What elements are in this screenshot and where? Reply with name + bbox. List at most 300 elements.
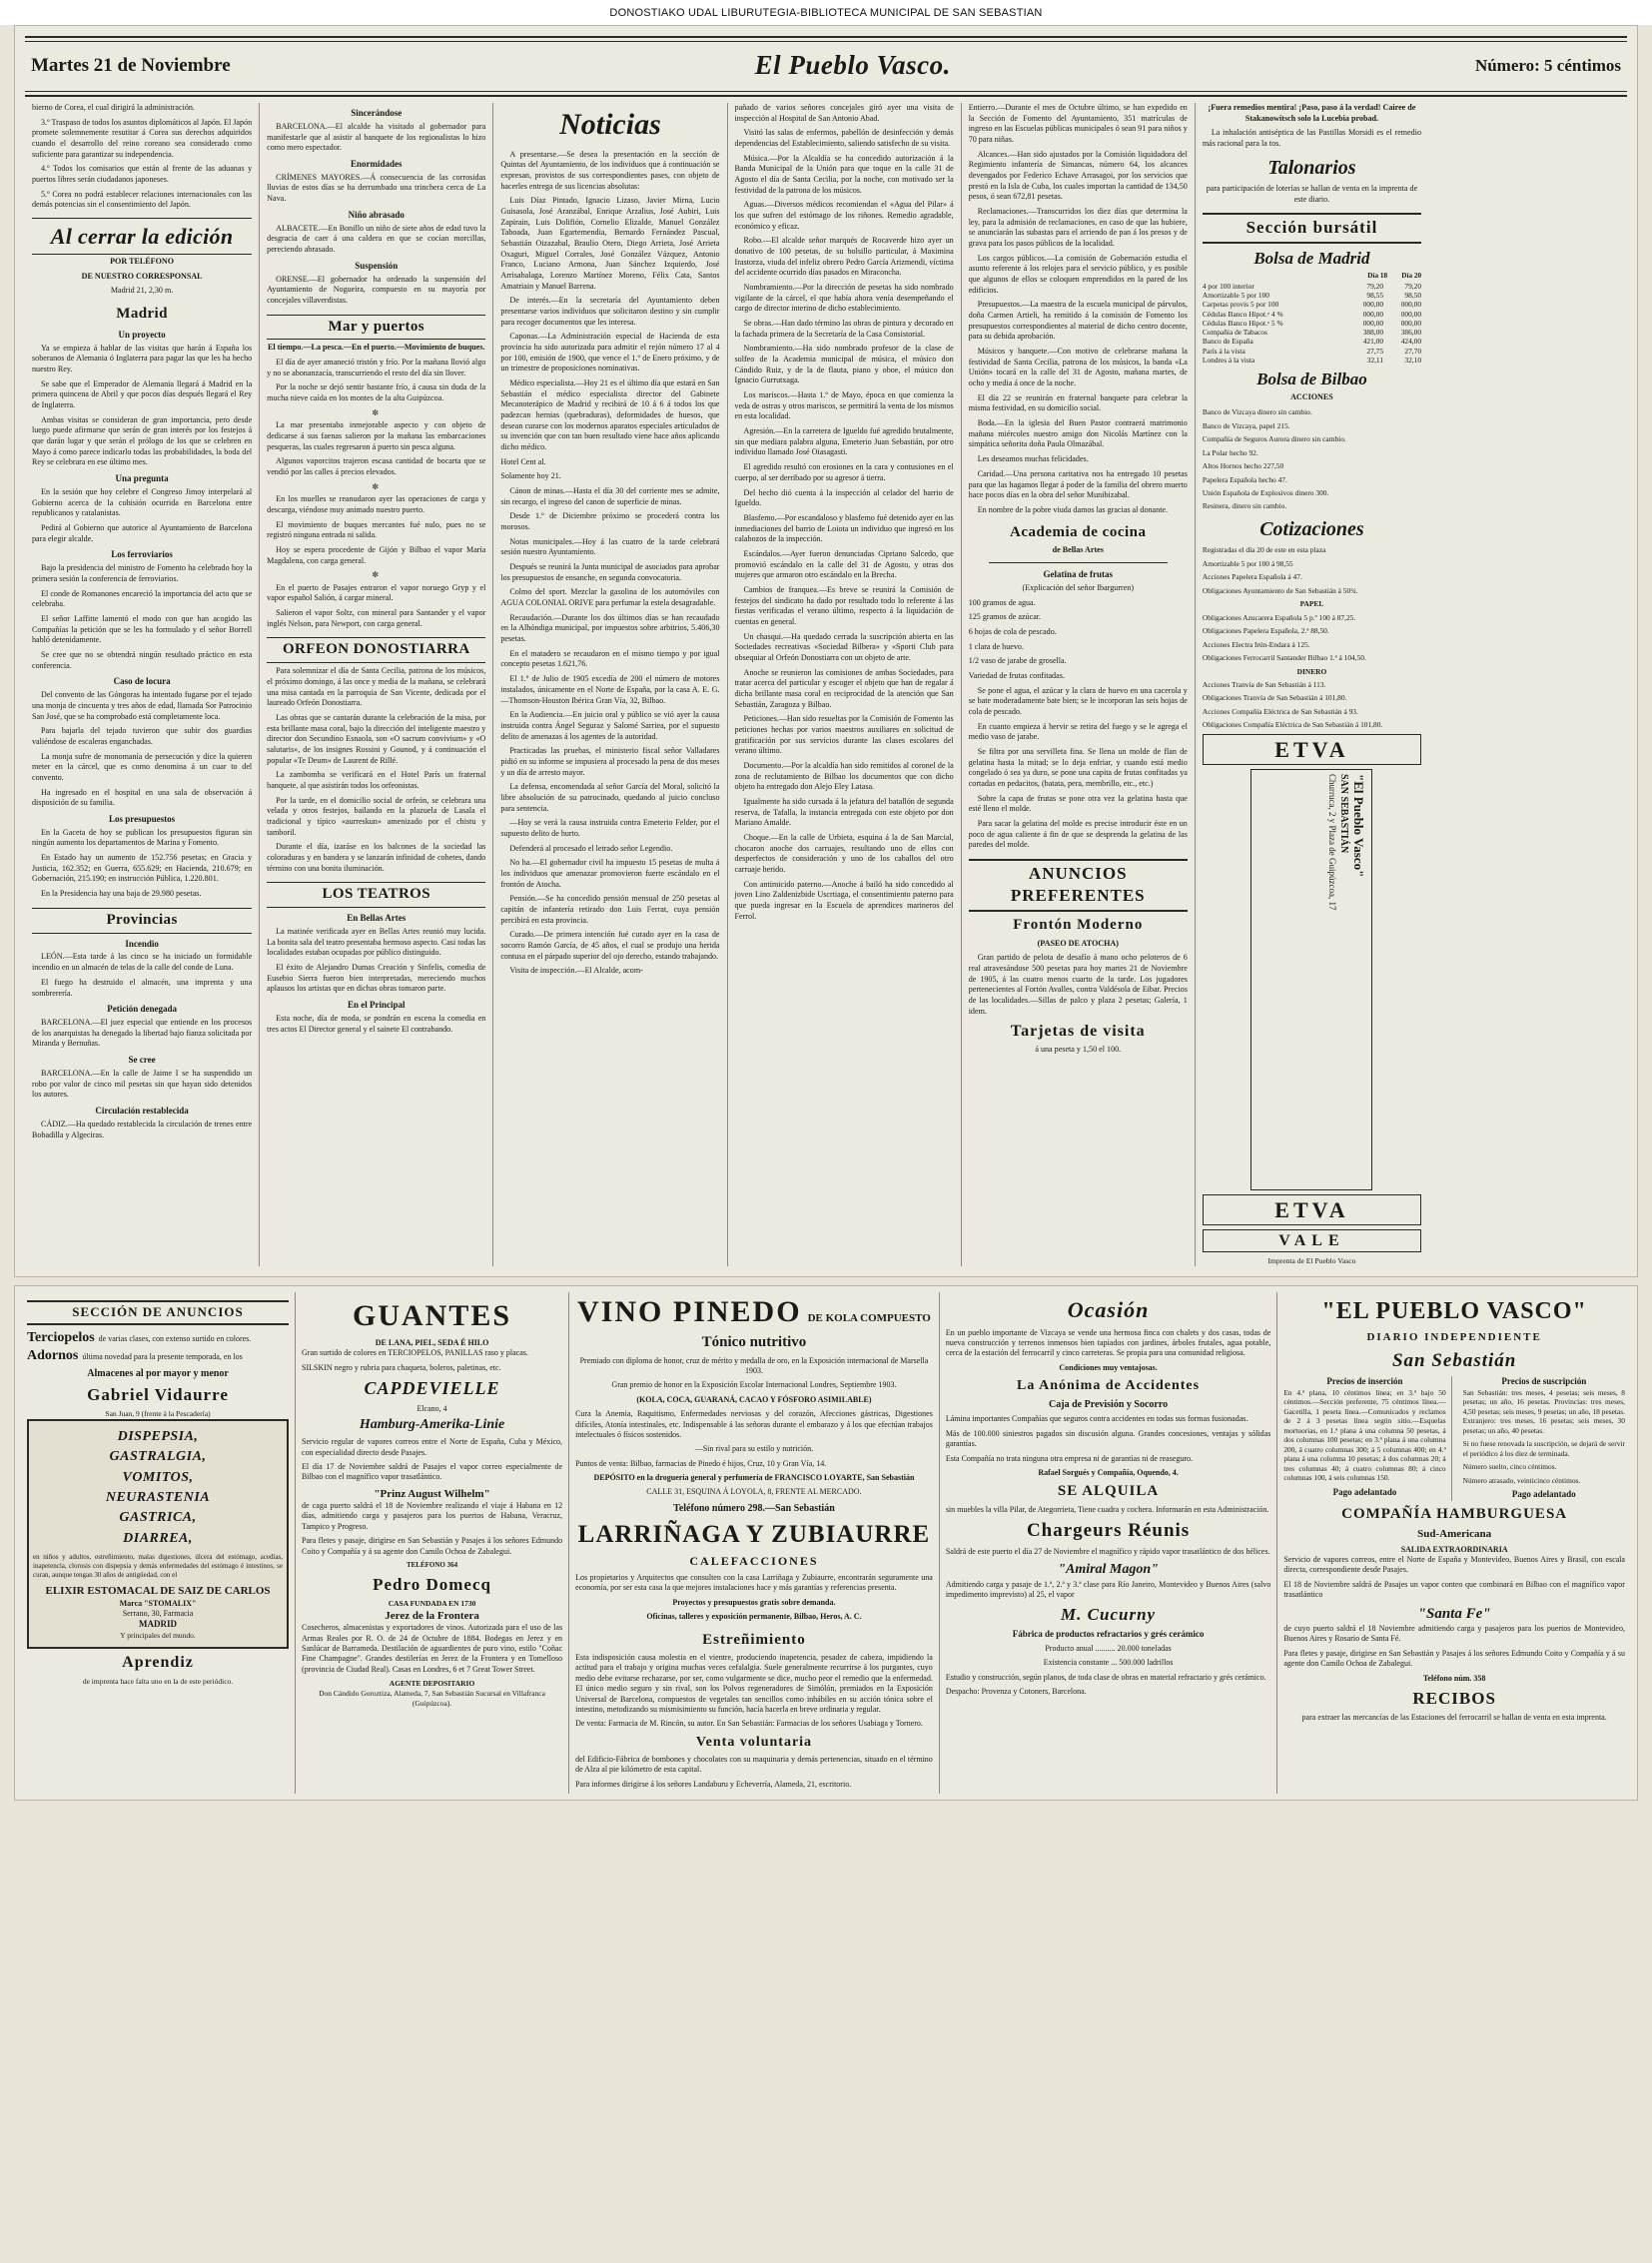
section-teatros: LOS TEATROS xyxy=(267,882,485,908)
quote: Resinera, dinero sin cambio. xyxy=(1202,501,1287,511)
bolsa-label: Carpetas provis 5 por 100 xyxy=(1202,300,1279,310)
adornos-label: Adornos xyxy=(27,1348,79,1364)
bolsa-col-head: Día 18 xyxy=(1367,272,1388,281)
paragraph: El día de ayer amaneció tristón y frío. Por la mañana llovió algo y no se abonanzacía, transcurriendo el resto del día sin llover. xyxy=(267,358,486,377)
paragraph: Nombramiento.—Ha sido nombrado profesor de la clase de solfeo de la Academia municipal de música, el músico don Cándido Ruiz, y de la de flauta, piano y oboe, el músico don Ignacio Gurrutxaga. xyxy=(734,344,954,385)
larrinaga-text: Los propietarios y Arquitectos que consulten con la casa Larriñaga y Zubiaurre, encontrarán seguramente una economía, por ser esta casa la que mejores instalaciones hace y más garantías y referencias presenta. xyxy=(575,1572,933,1593)
paragraph: La zambomba se verificará en el Hotel París un fraternal banquete, al que asistirán todos los orfeonistas. xyxy=(267,770,486,790)
ad-column-2 xyxy=(295,1292,568,1794)
deck: El tiempo.—La pesca.—En el puerto.—Movimiento de buques. xyxy=(267,343,485,353)
amiral-text: Admitiendo carga y pasaje de 1.ª, 2.ª y 3.ª clase para Río Janeiro, Montevideo y Buenos Aires (salvo impedimento imprevisto) al 25, el vapor xyxy=(945,1579,1271,1599)
main-columns xyxy=(25,103,1627,1266)
chargeurs-text: Saldrá de este puerto el día 27 de Noviembre el magnífico y rápido vapor trasatlántico de dos hélices. xyxy=(945,1546,1270,1556)
column-6 xyxy=(1195,103,1428,1266)
larrinaga-text: Proyectos y presupuestos gratis sobre demanda. xyxy=(672,1597,836,1607)
vino-depot-addr: CALLE 31, ESQUINA Á LOYOLA, 8, FRENTE AL MERCADO. xyxy=(646,1487,862,1497)
quote: Obligaciones Ayuntamiento de San Sebastián á 50¾. xyxy=(1202,585,1358,595)
paragraph: En la Presidencia hay una baja de 29.980 pesetas. xyxy=(41,889,202,899)
subhead: Suspensión xyxy=(355,260,399,271)
cucurny-sub: Fábrica de productos refractarios y grés cerámico xyxy=(1012,1629,1205,1640)
paragraph: La matinée verificada ayer en Bellas Artes reunió muy lucida. La bonita sala del teatro presentaba hermoso aspecto. Casi todas las localidades estaban ocupadas por público distinguido. xyxy=(267,927,486,958)
cucurny-title: M. Cucurny xyxy=(1061,1605,1157,1625)
bolsa-label: Compañía de Tabacos xyxy=(1202,328,1267,338)
ad-column-3 xyxy=(568,1292,939,1794)
bolsa-row xyxy=(1203,282,1421,291)
paragraph: El día 22 se reunirán en fraternal banquete para celebrar la misma festividad, en su domicilio social. xyxy=(968,392,1188,413)
quote: Acciones Papelera Española á 47. xyxy=(1202,572,1302,582)
masthead-price: Número: 5 céntimos xyxy=(1474,55,1621,75)
subhead: Caso de locura xyxy=(113,676,171,687)
paragraph: El señor Laffitte lamentó el modo con que han acogido las Compañías la petición que se les ha formulado y el señor Borrell habló detenidamente. xyxy=(32,613,253,645)
recibos-text: para extraer las mercancías de las Estaciones del ferrocarril se hallan de venta en esta imprenta. xyxy=(1301,1713,1607,1723)
paragraph: Documento.—Por la alcaldía han sido remitidos al coronel de la zona de reclutamiento de Bilbao los documentos que con dicho objeto ha entregado don Alejo Eley Latasa. xyxy=(734,760,954,792)
quote: Unión Española de Explosivos dinero 300. xyxy=(1202,487,1329,497)
bolsa-label: Londres á la vista xyxy=(1202,355,1255,365)
ingredient: 125 gramos de azúcar. xyxy=(968,612,1042,622)
paragraph: Sobre la capa de frutas se pone otra vez la gelatina hasta que esté lleno el molde. xyxy=(968,793,1188,814)
guantes-text: Gran surtido de colores en TERCIOPELOS, PANILLAS raso y placas. xyxy=(302,1348,528,1358)
bolsa-v2: 98,50 xyxy=(1404,291,1422,301)
vino-text: Premiado con diploma de honor, cruz de mérito y medalla de oro, en la Exposición internacional de Marsella 1903. xyxy=(579,1355,929,1375)
paragraph: Solamente hoy 21. xyxy=(500,471,561,481)
vale-stamp: VALE xyxy=(1203,1229,1421,1252)
quote: La Polar hecho 92. xyxy=(1202,447,1258,457)
bolsa-row xyxy=(1203,356,1421,365)
paragraph: Choque.—En la calle de Urbieta, esquina á la de San Marcial, chocaron anoche dos carruajes, resultando uno de ellos con desperfectos de consideración y uno de los caballos del otro carruaje herido. xyxy=(734,832,954,874)
quote: Acciones Tranvía de San Sebastián á 113. xyxy=(1202,679,1326,689)
paragraph: Igualmente ha sido cursada á la jefatura del batallón de segunda reserva, de Tafalla, la instancia entregada con este objeto por don Mariano Amalde. xyxy=(734,796,954,828)
guantes-text: SILSKIN negro y rubria para chaqueta, boleros, paletinas, etc. xyxy=(302,1362,501,1372)
back-copy-price: Número atrasado, veinticinco céntimos. xyxy=(1462,1475,1581,1485)
vidaurre-address: San Juan, 9 (frente á la Pescadería) xyxy=(105,1409,211,1419)
elixir-name: ELIXIR ESTOMACAL DE SAIZ DE CARLOS xyxy=(45,1585,271,1598)
paragraph: En nombre de la pobre viuda damos las gracias al donante. xyxy=(977,504,1169,514)
bolsa-label: Cédulas Banco Hipot.ᵒ 5 % xyxy=(1202,318,1283,328)
subscription-note: Si no fuese renovada la suscripción, se dejará de servir el periódico á los diez de terminada. xyxy=(1462,1439,1625,1458)
bolsa-madrid-header xyxy=(1203,272,1421,282)
paragraph: Hoy se espera procedente de Gijón y Bilbao el vapor María Magdalena, con carga general. xyxy=(267,544,486,565)
subhead: Circulación restablecida xyxy=(95,1105,189,1116)
anonima-text: Más de 100.000 siniestros pagados sin discusión alguna. Grandes concesiones, ventajas y sólidas garantías. xyxy=(945,1428,1271,1449)
two-ads-row xyxy=(575,1627,933,1795)
paragraph: Escándalos.—Ayer fueron denunciadas Cipriano Salcedo, que promovió escándalo en la calle del 31 de Agosto, y otras dos mujeres que armaron otro escándalo en la Brecha. xyxy=(734,548,954,580)
paragraph: BARCELONA.—El alcalde ha visitado al gobernador para manifestarle que al asistir al banquete de los regionalistas lo hizo como mero espectador. xyxy=(267,121,486,153)
hamburg-text: Para fletes y pasaje, dirigirse en San Sebastián y Pasajes á los señores Edmundo Coito y Compañía y á su agente don Camilo Ochoa de Zabalegui. xyxy=(302,1536,563,1556)
paragraph: Caridad.—Una persona caritativa nos ha entregado 10 pesetas para que las hagamos llegar á poder de la familia del obrero muerto hace pocos días en la obra del señor Munibizabal. xyxy=(968,468,1188,500)
bolsa-label: París á la vista xyxy=(1202,346,1245,356)
paragraph: A presentarse.—Se desea la presentación en la sección de Quintas del Ayuntamiento, de los individuos que á continuación se expresan, provistos de sus correspondientes pases, con objeto de hacerles entrega de sus licencias absolutas: xyxy=(500,149,720,191)
quote: Obligaciones Ferrocarril Santander Bilbao 1.ª á 104,50. xyxy=(1202,653,1366,663)
paragraph: En el matadero se recaudaron en el mismo tiempo y por igual concepto pesetas 1.621,76. xyxy=(500,648,720,669)
section-mar-y-puertos: Mar y puertos xyxy=(267,315,485,341)
guantes-ad-sub: DE LANA, PIEL, SEDA É HILO xyxy=(375,1338,489,1348)
marca: Marca "STOMALIX" xyxy=(119,1598,197,1608)
subscription-rates xyxy=(1458,1376,1625,1501)
section-madrid: Madrid xyxy=(116,306,168,323)
ailment: DIARREA, xyxy=(123,1530,193,1546)
domecq-agente-label: AGENTE DEPOSITARIO xyxy=(389,1679,475,1689)
masthead-ad-title: "EL PUEBLO VASCO" xyxy=(1321,1298,1587,1325)
paragraph: Del convento de las Góngoras ha intentado fugarse por el tejado una monja de cincuenta y tres años de edad, llamada Sor Patrocinio San José, que se ha comprobado está completamente loca. xyxy=(32,690,253,721)
alquila-title: SE ALQUILA xyxy=(1057,1483,1160,1500)
vertical-ad-inner xyxy=(1251,770,1371,1189)
aprendiz-ad-text: de imprenta hace falta uno en la de este periódico. xyxy=(82,1676,234,1686)
paragraph: Anoche se reunieron las comisiones de ambas Sociedades, para tratar acerca del particular y escoger el objeto que han de regalar á dicha brillante masa coral en reciprocidad de la atención que San Sebastián, Zaragoza y Bilbao. xyxy=(734,667,954,709)
paragraph: Robo.—El alcalde señor marqués de Rocaverde hizo ayer un donativo de 100 pesetas, de su bolsillo particular, á Maximina Irastorza, viuda del infeliz obrero Pedro García Arizmendi, víctima del accidente ocurrido días pasados en Miraconcha. xyxy=(734,236,954,278)
academia-subtitle: de Bellas Artes xyxy=(1052,545,1104,555)
quote: Registradas el día 20 de este en esta plaza xyxy=(1202,545,1326,555)
paragraph: Por la tarde, en el domicilio social de orfeón, se celebrara una velada y otros festejos, bailando en la plazuela de Lasala el tradicional y típico «aurreskun» amenizado por el chistu y tamboril. xyxy=(267,795,486,837)
paragraph: En la Audiencia.—En juicio oral y público se vió ayer la causa instruida contra Ángel Seguraz y Salomé Sarriea, por el supuesto delito de amenazas á los agentes de la autoridad. xyxy=(500,710,720,741)
larrinaga-address: Oficinas, talleres y exposición permanente, Bilbao, Heros, A. C. xyxy=(646,1612,862,1622)
paragraph: El movimiento de buques mercantes fué nulo, pues no se registró ninguna entrada ni salida. xyxy=(267,519,486,540)
column-3 xyxy=(492,103,726,1266)
bolsa-v1: 000,00 xyxy=(1362,309,1384,319)
paragraph: Algunos vaporcitos trajeron escasa cantidad de bocarta que se vendió por las calles á precios elevados. xyxy=(267,456,486,476)
paragraph: Presupuestos.—La maestra de la escuela municipal de párvulos, doña Carmen Artieli, ha remitido á la comisión de Fomento los presupuestos correspondientes al material de dicho centro docente, para su debida aprobación. xyxy=(968,300,1188,342)
single-copy-price: Número suelto, cinco céntimos. xyxy=(1462,1462,1557,1472)
paragraph: Médico especialista.—Hoy 21 es el último día que estará en San Sebastián el médico especialista director del Gabinete Mecanoterápico de Madrid y recibirá de 10 á 6 á todos los que padezcan hernias (quebraduras), deformidades de huesos, que desean curarse con los modernos aparatos especiales articulados de su invención que con tan buen resultado viene hace años aplicando dicho médico. xyxy=(500,378,720,452)
insertion-rates xyxy=(1283,1376,1451,1501)
tarjetas-ad-text: á una peseta y 1,50 el 100. xyxy=(1035,1045,1122,1055)
bolsa-v1: 79,20 xyxy=(1366,281,1384,291)
paragraph: El éxito de Alejandro Dumas Creación y Sinfelis, comedia de Eusebio Sierra fueron bien interpretadas, mereciendo muchos aplausos los artistas que en dichas obras tomaron parte. xyxy=(267,963,486,994)
santafe-text2: Para fletes y pasaje, dirigirse en San Sebastián y Pasajes á los señores Edmundo Coito y Compañía y á su agente don Camilo Ochoa de Zabalegui. xyxy=(1283,1648,1625,1669)
paragraph: Las obras que se cantarán durante la celebración de la misa, por esta brillante masa coral, bajo la dirección del inteligente maestro y director don Secundino Esnaola, son «O sacrum convivium» y «O salutaris», de los insignes Rossini y Gounod, y á continuación el popular «Te Deum» de Laurent de Rillé. xyxy=(267,712,486,765)
paragraph: Los mariscos.—Hasta 1.º de Mayo, época en que comienza la veda de ostras y otros mariscos, se permitirá la venta de los mismos en esta localidad. xyxy=(734,390,954,421)
newspaper-sheet xyxy=(14,25,1638,1277)
ship-name: "Prinz August Wilhelm" xyxy=(374,1487,490,1500)
fronton-ad-title: Frontón Moderno xyxy=(1013,916,1144,933)
hamburg-text: Servicio regular de vapores correos entre el Norte de España, Cuba y México, con especialidad directo desde Pasajes. xyxy=(302,1437,563,1457)
bolsa-v2: 32,10 xyxy=(1404,355,1422,365)
paragraph: Después se reunirá la Junta municipal de asociados para aprobar los presupuestos de ensanche, en segunda convocatoria. xyxy=(500,562,720,582)
paragraph: Reclamaciones.—Transcurridos los diez días que determina la ley, para la admisión de reclamaciones, en caso de que las hubiere, se anunciarán las subastas para el arriendo de pan á los presos y de grava para los pasos públicos de la localidad. xyxy=(968,207,1188,249)
estrenimiento-text2: De venta: Farmacia de M. Rincón, su autor. En San Sebastián: Farmacias de los señores Usabiaga y Tornero. xyxy=(575,1719,923,1729)
paragraph: En los muelles se reanudaron ayer las operaciones de carga y descarga, viéndose muy animado nuestro puerto. xyxy=(267,494,486,514)
subhead: Sincerándose xyxy=(351,108,403,118)
bolsa-madrid-title: Bolsa de Madrid xyxy=(1253,248,1370,268)
subhead: En Bellas Artes xyxy=(347,913,407,924)
paragraph: CRÍMENES MAYORES.—Á consecuencia de las corrosidas lluvias de estos días se ha derrumbado una trinchera cerca de La Nava. xyxy=(267,172,486,204)
ailment: VOMITOS, xyxy=(122,1469,194,1485)
section-anuncios-title: SECCIÓN DE ANUNCIOS xyxy=(27,1300,289,1325)
anonima-text: Lámina importantes Compañías que seguros contra accidentes en todas sus formas fusionadas. xyxy=(945,1414,1248,1424)
paragraph: 4.º Todos los comisarios que están al frente de las aduanas y puertos libres serán ciudadanos japoneses. xyxy=(32,164,253,185)
ingredient: 1/2 vaso de jarabe de grosella. xyxy=(968,656,1067,666)
quote: Obligaciones Papelera Española, 2.ª 88,50. xyxy=(1202,626,1329,636)
domecq-brand: Pedro Domecq xyxy=(373,1575,491,1595)
quote: Obligaciones Azucarera Española 5 p.º 100 á 87,25. xyxy=(1202,612,1356,622)
aprendiz-ad-title: Aprendiz xyxy=(122,1653,194,1671)
capdevielle-brand: CAPDEVIELLE xyxy=(364,1378,500,1399)
paragraph: Músicos y banquete.—Con motivo de celebrarse mañana la festividad de Santa Cecilia, patrona de los músicos, la banda «La Unión» tocará en la calle del 31 de Agosto, mañana martes, de ocho y media á once de la noche. xyxy=(968,347,1188,388)
cucurny-fig: Existencia constante ... 500.000 ladrillos xyxy=(1043,1658,1174,1668)
principales: Y principales del mundo. xyxy=(120,1630,196,1640)
paragraph: Defenderá al procesado el letrado señor Legendio. xyxy=(509,843,673,853)
bolsa-v1: 388,00 xyxy=(1362,328,1384,338)
bolsa-v2: 000,00 xyxy=(1400,300,1422,310)
cucurny-address: Despacho: Provenza y Cotoners, Barcelona. xyxy=(945,1687,1087,1697)
quote: Acciones Electra Irún-Endara á 125. xyxy=(1202,639,1310,649)
paragraph: En el puerto de Pasajes entraron el vapor noruego Gryp y el vapor español Salión, á cargar mineral. xyxy=(267,582,486,603)
adornos-text: última novedad para la presente temporada, en los xyxy=(82,1352,243,1362)
section-orfeon: ORFEON DONOSTIARRA xyxy=(267,637,485,663)
quote: Amortizable 5 por 100 á 98,55 xyxy=(1202,558,1293,568)
vino-depot: DEPÓSITO en la droguería general y perfumería de FRANCISCO LOYARTE, San Sebastián xyxy=(593,1473,915,1483)
paragraph: Pedirá al Gobierno que autorice al Ayuntamiento de Barcelona para elegir alcalde. xyxy=(32,523,253,543)
paragraph: Visitó las salas de enfermos, pabellón de desinfección y demás dependencias del Establecimiento, saliendo satisfecho de su visita. xyxy=(734,128,954,149)
recipe-title: Gelatina de frutas xyxy=(1043,568,1114,579)
venta-text: del Edificio-Fábrica de bombones y chocolates con su maquinaria y demás pertenencias, situado en el término de Alza al pie kilómetro de esta capital. xyxy=(575,1754,933,1775)
byline: POR TELÉFONO xyxy=(110,257,175,267)
bolsa-v2: 424,00 xyxy=(1400,337,1422,347)
paragraph: CÁDIZ.—Ha quedado restablecida la circulación de trenes entre Bobadilla y Algeciras. xyxy=(32,1119,253,1139)
paragraph: Entierro.—Durante el mes de Octubre último, se han expedido en la Sección de Fomento del Ayuntamiento, 351 matrículas de ingreso en las Escuelas públicas municipales ó sean 91 para niños y 70 para niñas. xyxy=(968,103,1188,145)
subhead: Petición denegada xyxy=(107,1004,177,1015)
quote: Banco de Vizcaya, papel 215. xyxy=(1202,420,1290,430)
byline-time: Madrid 21, 2,30 m. xyxy=(110,286,174,296)
headline-cierre-edicion: Al cerrar la edición xyxy=(32,218,252,255)
guantes-ad-title: GUANTES xyxy=(353,1299,512,1333)
vertical-ad-title: "El Pueblo Vasco" xyxy=(1351,773,1367,878)
estrenimiento-ad xyxy=(575,1627,933,1795)
paragraph: Agresión.—En la carretera de Igueldo fué agredido brutalmente, sin que mediara palabra alguna, Emeterio Juan Sebastián, por otro individuo llamado José Oiasagasti. xyxy=(734,426,954,457)
paragraph: BARCELONA.—El juez especial que entiende en los procesos de los anarquistas ha denegado la libertad bajo fianza solicitada por Miranda y Bernuñas. xyxy=(32,1018,253,1049)
paragraph: Música.—Por la Alcaldía se ha concedido autorización á la Banda Municipal de la Unión para que toque en la calle 31 de Agosto el día de Santa Cecilia, por la noche, con motivado ser la festividad de la patrona de los músicos. xyxy=(734,153,954,195)
talonarios-ad-text: para participación de loterías se hallan de venta en la imprenta de este diario. xyxy=(1206,184,1418,204)
capdevielle-address: Elcano, 4 xyxy=(416,1403,447,1413)
bolsa-v1: 000,00 xyxy=(1362,318,1384,328)
paragraph: Luis Díaz Pintado, Ignacio Lizaso, Javier Mirna, Lucio Guisasola, José Aranzábal, Enrique Arzalius, José Aubiri, Luis Zapirain, Luis Dolifión, Cornelio Elizalde, Manuel González Taboada, Juan Egartemendia, Bernardo Fernández Pascual, Sebastián Oizazabal, Braulio Otero, Diego Arrieta, José Arrieta Oxaguri, Miguel Corrales, José González Vázquez, Antonio Franco, Luciano Armona, Juan Sánchez Izquierdo, José Arrisabalaga, Lorenzo Martínez Moreno, Félix Cata, Santos Amatriain y Manuel Barrena. xyxy=(500,196,720,291)
paragraph: Aguas.—Diversos médicos recomiendan el «Agua del Pilar» á los que sufren del estómago de los riñones. Remedio agradable, económico y eficaz. xyxy=(734,200,954,231)
paragraph: Se filtra por una servilleta fina. Se llena un molde de flan de gelatina hasta la mitad; se lo deja enfriar, y cuando está medio congelado ó sea ya duro, se pone una capita de frutas confitadas ya cortadas en pedacitos, (batata, pera, membrillo, etc., etc.) xyxy=(968,746,1188,788)
paragraph: Ha ingresado en el hospital en una sala de observación á disposición de su familia. xyxy=(32,787,253,808)
bolsa-label: Amortizable 5 por 100 xyxy=(1202,291,1269,301)
paragraph: No ha.—El gobernador civil ha impuesto 15 pesetas de multa á los individuos que amenazar promovieron fuerte escándalo en el frontón de Atocha. xyxy=(500,858,720,889)
paragraph: bierno de Corea, el cual dirigirá la administración. xyxy=(32,103,195,112)
paragraph: Se obras.—Han dado término las obras de pintura y decorado en la fachada primera de la Secretaría de la Casa Consistorial. xyxy=(734,319,954,339)
paragraph: Ya se empieza á hablar de las visitas que harán á España los soberanos de Alemania ó Inglaterra para pagar las que les ha hecho nuestro Rey. xyxy=(32,343,253,375)
paragraph: La monja sufre de monomanía de persecución y dice la quieren meter en la cárcel, que es como denomina á un cuar to del convento. xyxy=(32,751,253,782)
paragraph: 3.º Traspaso de todos los asuntos diplomáticos al Japón. El Japón promete solemnemente resutitar á Corea sus derechos adquiridos cuando el desarrollo del reino coreano sea considerado como suficiente para garantizar su independencia. xyxy=(32,117,253,159)
bolsa-label: 4 por 100 interior xyxy=(1202,281,1254,291)
bolsa-v2: 79,20 xyxy=(1404,281,1422,291)
ingredient: Variedad de frutas confitadas. xyxy=(968,670,1065,680)
vertical-ad-box xyxy=(1250,769,1372,1190)
paragraph: El fuego ha destruido el almacén, una imprenta y una sombrerería. xyxy=(32,977,253,998)
vino-pinedo-tagline: Tónico nutritivo xyxy=(701,1334,807,1351)
cot-papel-head: PAPEL xyxy=(1299,599,1324,609)
estrenimiento-title: Estreñimiento xyxy=(702,1631,806,1648)
alquila-text: sin muebles la villa Pilar, de Ategorrieta, Tiene cuadra y cochera. Informarán en esta Administración. xyxy=(945,1504,1269,1514)
ailment: GASTRICA, xyxy=(119,1510,197,1526)
ailment: GASTRALGIA, xyxy=(109,1449,207,1465)
amiral-ship-name: "Amiral Magon" xyxy=(1058,1562,1159,1578)
paragraph: La defensa, encomendada al señor García del Moral, solicitó la libre absolución de su patrocinado, quedando al juicio concluso para sentencia. xyxy=(500,782,720,813)
ornament-divider: ✼ xyxy=(372,407,382,417)
paragraph: De interés.—En la secretaría del Ayuntamiento deben presentarse varios individuos que solicitaron destino y sin cumplir para recoger documentos que les interesa. xyxy=(500,296,720,327)
advertising-section xyxy=(14,1285,1638,1801)
venta-text2: Para informes dirigirse á los señores Landaburu y Echeverría, Alameda, 21, escritorio. xyxy=(575,1779,852,1789)
subhead: Se cree xyxy=(128,1055,156,1066)
paragraph: En cuanto empieza á hervir se retira del fuego y se le agrega el medio vaso de jarabe. xyxy=(968,721,1188,742)
ailment: NEURASTENIA xyxy=(105,1490,211,1506)
santafe-text: de cuyo puerto saldrá el 18 Noviembre admitiendo carga y pasajeros para los puertos de Montevideo, Buenos Aires y Rosario de Santa Fé. xyxy=(1283,1624,1625,1644)
larrinaga-sub: CALEFACCIONES xyxy=(689,1554,819,1569)
subhead: Un proyecto xyxy=(118,329,166,340)
ocasion-text: En un pueblo importante de Vizcaya se vende una hermosa finca con chalets y dos casas, todas de nueva construcción y terrenos inmensos bien tapiados con jardines, árboles frutales, agua potable, cerca de la estación del ferrocarril y cinco carreteras. Se propia para una comunidad religiosa. xyxy=(945,1327,1271,1358)
vertical-ad-address: Churruca, 2 y Plaza de Guipúzcoa, 17 xyxy=(1327,773,1338,911)
masthead-ad-sub: DIARIO INDEPENDIENTE xyxy=(1366,1331,1542,1344)
paragraph: 5.º Corea no podrá establecer relaciones internacionales con las demás potencias sin el consentimiento del Japón. xyxy=(32,189,253,210)
quote: Papelera Española hecho 47. xyxy=(1202,474,1287,484)
vertical-ad-sub: SAN SEBASTIÁN xyxy=(1338,773,1350,854)
hamburg-text: El día 17 de Noviembre saldrá de Pasajes el vapor correo especialmente de Bilbao con el magnífico vapor trasatlántico. xyxy=(302,1461,563,1482)
paragraph: Nombramiento.—Por la dirección de pesetas ha sido nombrado vigilante de la cárcel, el que había ahora venía desempeñando el cargo de director interino de dicho establecimiento. xyxy=(734,283,954,314)
anonima-text: Esta Compañía no trata ninguna otra empresa ni de garantías ni de reaseguro. xyxy=(945,1453,1194,1463)
paragraph: Para solemnizar el día de Santa Cecilia, patrona de los músicos, el próximo domingo, á las once y media de la mañana, se celebrará una misa cantada en la parroquia de San Vicente, dedicada por el laureado Orfeón Donostiarra. xyxy=(267,666,486,708)
paragraph: Los cargos públicos.—La comisión de Gobernación estudia el asunto referente á los relojes para el servicio público, y es posible que algunos de ellos se coloquen emprendidos en la pared de los edificios. xyxy=(968,253,1188,295)
bolsa-row xyxy=(1203,328,1421,337)
quote: Banco de Vizcaya dinero sin cambio. xyxy=(1202,407,1312,417)
ocasion-text2: Condiciones muy ventajosas. xyxy=(1059,1362,1158,1372)
ingredient: 6 hojas de cola de pescado. xyxy=(968,626,1057,636)
subhead: En el Principal xyxy=(348,1000,406,1011)
paragraph: BARCELONA.—En la calle de Jaime I se ha suspendido un robo por valor de cinco mil pesetas sin que hayan sido detenidos los autores. xyxy=(32,1068,253,1100)
paragraph: Visita de inspección.—El Alcalde, acom- xyxy=(509,966,643,976)
santafe-phone: Teléfono núm. 358 xyxy=(1422,1673,1486,1683)
bolsa-row xyxy=(1203,337,1421,346)
domecq-agente-name: Don Cándido Goroztiza, Alameda, 7, San Sebastián Sucursal en Villafranca (Guipúzcoa). xyxy=(319,1688,545,1708)
vino-phone: Teléfono número 298.—San Sebastián xyxy=(673,1502,835,1514)
masthead-title: El Pueblo Vasco. xyxy=(754,50,951,80)
anonima-agent: Rafael Sorgués y Compañía, Oquendo, 4. xyxy=(1038,1467,1179,1477)
pago-adelantado-1: Pago adelantado xyxy=(1332,1486,1397,1497)
paragraph: Alcances.—Han sido ajustados por la Comisión liquidadora del Regimiento infantería de Simancas, número 64, los alcances devengados por Federico Echave Arrasagoi, por los servicios que prestó en la Isla de Cuba, los cuales importan la cantidad de 134,50 pesos, ó sean 672,81 pesetas. xyxy=(968,149,1188,202)
paragraph: Por la noche se dejó sentir bastante frío, á causa sin duda de la mucha nieve caída en los montes de la alta Guipúzcoa. xyxy=(267,382,486,403)
santafe-ship-name: "Santa Fe" xyxy=(1417,1605,1491,1622)
paragraph: ORENSE.—El gobernador ha ordenado la suspensión del Ayuntamiento de Nogueira, compuesto en su mayoría por concejales villaverdistas. xyxy=(267,274,486,305)
paragraph: ¡Fuera remedios mentira! ¡Paso, paso á la verdad! Cairee de Stakanowitsch solo la Lucebia probad. xyxy=(1208,103,1416,123)
domecq-founded: CASA FUNDADA EN 1730 xyxy=(388,1599,476,1609)
paragraph: Un chasqui.—Ha quedado cerrada la suscripción abierta en las Sociedades recreativas «Sociedad Bilbera» y «Sporti Club para obsequiar al Orfeón Donostiarra con un objeto de arte. xyxy=(734,631,954,662)
terciopelos-text: de varias clases, con extenso surtido en colores. xyxy=(98,1333,252,1343)
bolsa-row xyxy=(1203,291,1421,300)
quote: Obligaciones Tranvía de San Sebastián á 101,80. xyxy=(1202,693,1347,703)
paragraph: Cambios de franquea.—Es breve se reunirá la Comisión de festejos del sindicato ha dado por resultado todo lo referente á las fiestas verificadas el verano último, respecto á la liquidación de cuentas en general. xyxy=(734,584,954,626)
bolsa-row xyxy=(1203,347,1421,356)
bolsa-v1: 421,00 xyxy=(1362,337,1384,347)
subhead: Una pregunta xyxy=(115,473,169,484)
bolsa-v2: 000,00 xyxy=(1400,318,1422,328)
column-2 xyxy=(259,103,492,1266)
subhead: Incendio xyxy=(125,938,159,949)
hamburg-phone: TELÉFONO 364 xyxy=(406,1561,458,1569)
venta-voluntaria-title: Venta voluntaria xyxy=(695,1734,813,1750)
paragraph: pañado de varios señores concejales giró ayer una visita de inspección al Hospital de San Antonio Abad. xyxy=(734,103,954,123)
bolsa-v1: 000,00 xyxy=(1362,300,1384,310)
subhead: Los ferroviarios xyxy=(111,549,173,560)
tarjetas-ad-title: Tarjetas de visita xyxy=(1010,1023,1146,1041)
recipe-author: (Explicación del señor Ibargurren) xyxy=(1022,582,1135,592)
etva-logo: ETVA xyxy=(1203,734,1421,765)
hamburg-amerika-title: Hamburg-Amerika-Linie xyxy=(359,1417,505,1432)
vino-text: Gran premio de honor en la Exposición Escolar Internacional Londres, Septiembre 1903. xyxy=(611,1380,897,1390)
paragraph: Del hecho dió cuenta á la inspección al celador del barrio de Igueldo. xyxy=(734,487,954,508)
subhead: Los presupuestos xyxy=(109,813,176,824)
cucurny-fig: Producto anual .......... 20.000 toneladas xyxy=(1045,1644,1172,1654)
masthead-date: Martes 21 de Noviembre xyxy=(31,54,231,76)
paragraph: ALBACETE.—En Bonillo un niño de siete años de edad tuvo la desgracia de caer á una caldera en que se cocían morcillas, pereciendo abrasado. xyxy=(267,223,486,254)
cucurny-text: Estudio y construcción, según planos, de toda clase de obras en material refractario y grés cerámico. xyxy=(945,1672,1266,1682)
hamburguesa-sub2: SALIDA EXTRAORDINARIA xyxy=(1400,1544,1508,1554)
paragraph: La inhalación antiséptica de las Pastillas Morsidi es el remedio más racional para la tos. xyxy=(1202,128,1422,149)
paragraph: Les deseamos muchas felicidades. xyxy=(977,454,1089,464)
stomalix-ad xyxy=(27,1419,289,1649)
hamburguesa-text: Servicio de vapores correos, entre el Norte de España y Montevideo, Buenos Aires y Brasil, con escala directa, correspondiente desde Pasajes. xyxy=(1283,1555,1625,1575)
ad-column-5 xyxy=(1276,1292,1631,1794)
bolsa-col-head: Día 20 xyxy=(1401,272,1422,281)
paragraph: En la Gaceta de hoy se publican los presupuestos figuran sin ningún aumento los departamentos de Marina y Fomento. xyxy=(32,827,253,848)
almacenes-label: Almacenes al por mayor y menor xyxy=(87,1368,229,1380)
chargeurs-title: Chargeurs Réunis xyxy=(1026,1520,1191,1542)
vidaurre-brand: Gabriel Vidaurre xyxy=(87,1385,229,1405)
imprint-footer: Imprenta de El Pueblo Vasco xyxy=(1267,1256,1356,1266)
paragraph: En la sesión que hoy celebre el Congreso Jimoy interpelará al Gobierno acerca de la cohisión ocurrida en Barcelona entre republicanos y catalanistas. xyxy=(32,487,253,518)
paragraph: Practicadas las pruebas, el ministerio fiscal señor Valladares pidió en su informe se impusiera al procesado la pena de dos meses y un día de arresto mayor. xyxy=(500,746,720,777)
insertion-rates-title: Precios de inserción xyxy=(1326,1376,1403,1387)
ad-column-1 xyxy=(21,1292,295,1794)
divider xyxy=(989,562,1168,563)
bolsa-v2: 000,00 xyxy=(1400,309,1422,319)
paragraph: Caponas.—La Administración especial de Hacienda de esta provincia ha sido autorizada para admitir el rejón número 17 al 4 por 100, emisión de 1900, que vence el 1.º de Enero próximo, y de un trimestre de proposiciones nominativas. xyxy=(500,332,720,374)
paragraph: Para bajarla del tejado tuvieron que subir dos guardias valiéndose de escaleras enganchadas. xyxy=(32,726,253,746)
paragraph: Hotel Cent al. xyxy=(500,456,546,466)
paragraph: El agredido resultó con erosiones en la cara y contusiones en el cuerpo, al ser derribado por su agresor á tierra. xyxy=(734,462,954,482)
column-4 xyxy=(727,103,961,1266)
section-provincias: Provincias xyxy=(32,908,252,934)
serrano-address: Serrano, 30, Farmacia xyxy=(122,1608,194,1618)
subhead: Enormidades xyxy=(351,158,403,169)
column-5 xyxy=(961,103,1195,1266)
paragraph: LEÓN.—Esta tarde á las cinco se ha iniciado un formidable incendio en un almacén de telas de la calle del conde de Luna. xyxy=(32,952,253,973)
paragraph: Peticiones.—Han sido resueltas por la Comisión de Fomento las peticiones hechas por varios maestros auxiliares en solicitud de gratificación por sus servicios durante las clases escolares del verano último. xyxy=(734,714,954,756)
ad-columns xyxy=(21,1292,1631,1794)
ocasion-title: Ocasión xyxy=(1067,1297,1150,1323)
ailment-list xyxy=(33,1427,283,1549)
paragraph: Notas municipales.—Hoy á las cuatro de la tarde celebrará sesión nuestro Ayuntamiento. xyxy=(500,536,720,557)
masthead-rule xyxy=(25,91,1627,97)
masthead-ad-city: San Sebastián xyxy=(1391,1349,1517,1371)
paragraph: Boda.—En la iglesia del Buen Pastor contraerá matrimonio mañana miércoles nuestro amigo don Nicolás Martínez con la simpática señorita doña Paula Olmazábal. xyxy=(968,418,1188,449)
paragraph: —Hoy se verá la causa instruida contra Emeterio Felder, por el supuesto delito de hurto. xyxy=(500,818,720,838)
ad-column-4 xyxy=(939,1292,1277,1794)
paragraph: Colmo del sport. Mezclar la gasolina de los automóviles con AGUA COLONIAL ORIVE para perfumar la estela desagradable. xyxy=(500,587,720,608)
paragraph: Ambas visitas se consideran de gran importancia, pero desde luego puede afirmarse que serán de gran interés por los festejos á que darán lugar y que serán el prólogo de los que se celebren en Mayo á como parece indicarlo todas las probabilidades, la boda del Rey se celebrara en ese último mes. xyxy=(32,414,253,467)
subhead: Niño abrasado xyxy=(348,209,405,220)
pago-adelantado-2: Pago adelantado xyxy=(1511,1489,1576,1500)
fronton-ad-sub: (PASEO DE ATOCHA) xyxy=(1037,938,1119,948)
vino-pinedo-title: VINO PINEDO xyxy=(577,1295,802,1329)
subscription-rates-title: Precios de suscripción xyxy=(1501,1376,1587,1387)
section-anuncios-preferentes: ANUNCIOS PREFERENTES xyxy=(969,859,1188,912)
paragraph: Salieron el vapor Soltz, con mineral para Santander y el vapor inglés Nelson, para Newport, con carga general. xyxy=(267,608,486,628)
vino-pinedo-subtitle: DE KOLA COMPUESTO xyxy=(807,1312,931,1325)
estrenimiento-text: Esta indisposición causa molestia en el vientre, produciendo inapetencia, pesadez de cabeza, impidiendo la actitud para el trabajo y origina muchas veces cefalalgia. Suele generalmente recurrirse á los purgantes, cuyo medio debe evitarse rechazarse, por ser, como vulgarmente se dice, mucho peor el remedio que la enfermedad. El único medio seguro y sin rival, son los Polvos regeneradores de Simólón, premiados en la Exposición Universal de Barcelona, compuestos de vegetales tan sencillos como inhábiles en su acción tónica sobre el intestino, metodizando su mismisimiento su función, hacía hacerla en breve ordinaria y regular. xyxy=(575,1653,933,1714)
section-bursatil: Sección bursátil xyxy=(1203,213,1421,243)
ornament-divider: ✼ xyxy=(372,481,382,491)
